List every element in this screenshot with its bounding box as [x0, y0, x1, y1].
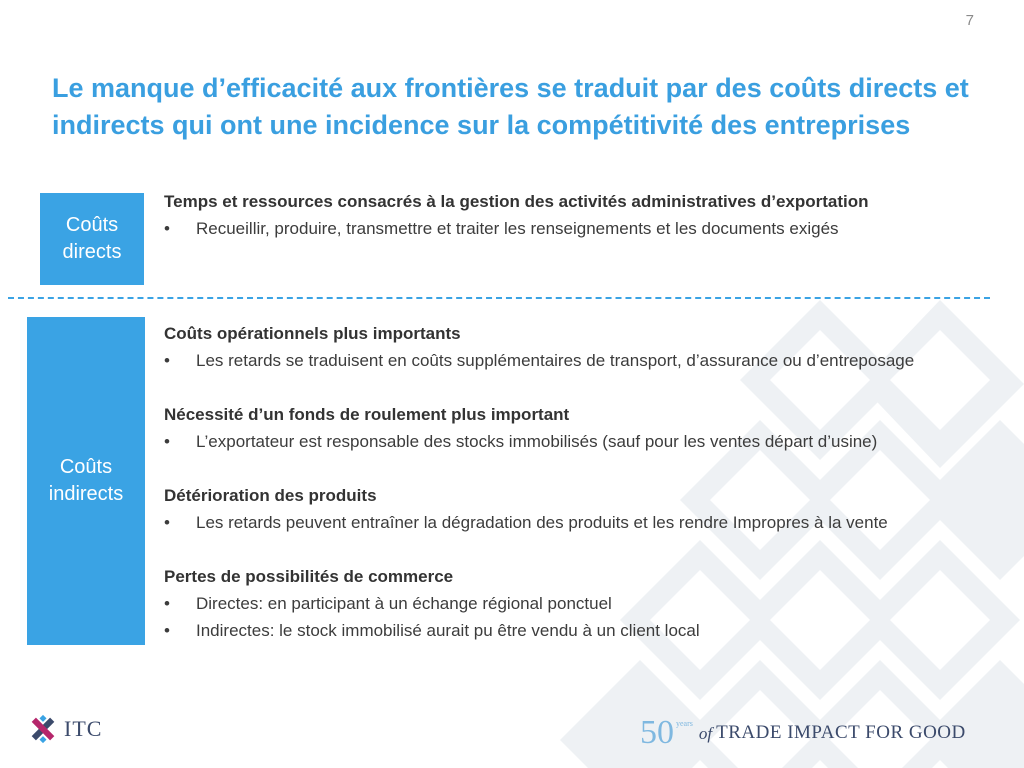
section-heading-operational-costs: Coûts opérationnels plus importants — [164, 324, 461, 343]
fifty-number: 50 — [640, 714, 674, 751]
bullet-marker: • — [164, 621, 170, 640]
direct-costs-heading: Temps et ressources consacrés à la gestion des activités administratives d’exportation — [164, 192, 869, 211]
slide-number: 7 — [965, 12, 974, 29]
fifty-years-logo — [640, 716, 966, 750]
bullet-item — [164, 215, 989, 242]
itc-logo-text: ITC — [64, 716, 103, 741]
indirect-costs-content — [164, 320, 989, 644]
bullet-marker: • — [164, 432, 170, 451]
itc-logo — [28, 714, 102, 744]
bullet-item — [164, 590, 989, 617]
fifty-years-text: years — [676, 719, 693, 728]
bullet-text: L’exportateur est responsable des stocks immobilisés (sauf pour les ventes départ d’usine) — [196, 432, 878, 451]
bullet-item — [164, 428, 989, 455]
bullet-text: Recueillir, produire, transmettre et traiter les renseignements et les documents exigés — [196, 219, 839, 238]
direct-costs-content — [164, 188, 989, 242]
bullet-text: Les retards se traduisent en coûts supplémentaires de transport, d’assurance ou d’entreposage — [196, 351, 915, 370]
slide-title: Le manque d’efficacité aux frontières se traduit par des coûts directs et indirects qui ont une incidence sur la compétitivité des entreprises — [52, 73, 969, 140]
bullet-marker: • — [164, 219, 170, 238]
bullet-text: Indirectes: le stock immobilisé aurait pu être vendu à un client local — [196, 621, 700, 640]
bullet-text: Directes: en participant à un échange régional ponctuel — [196, 594, 612, 613]
itc-logo-icon — [28, 714, 58, 744]
bullet-marker: • — [164, 594, 170, 613]
bullet-text: Les retards peuvent entraîner la dégradation des produits et les rendre Impropres à la vente — [196, 513, 888, 532]
bullet-item — [164, 509, 989, 536]
direct-costs-label-box — [40, 193, 144, 285]
fifty-tagline: TRADE IMPACT FOR GOOD — [716, 722, 966, 743]
indirect-costs-label-line2: indirects — [48, 483, 124, 505]
section-heading-product-deterioration: Détérioration des produits — [164, 486, 377, 505]
indirect-costs-label-line1: Coûts — [59, 456, 113, 478]
fifty-of-text: of — [698, 724, 713, 743]
section-divider — [8, 297, 990, 299]
bullet-marker: • — [164, 351, 170, 370]
section-heading-lost-trade: Pertes de possibilités de commerce — [164, 567, 454, 586]
direct-costs-label-line2: directs — [62, 241, 122, 263]
section-heading-working-capital: Nécessité d’un fonds de roulement plus important — [164, 405, 570, 424]
bullet-item — [164, 617, 989, 644]
bullet-item — [164, 347, 989, 374]
direct-costs-label-line1: Coûts — [65, 214, 119, 236]
indirect-costs-label-box — [27, 317, 145, 645]
bullet-marker: • — [164, 513, 170, 532]
